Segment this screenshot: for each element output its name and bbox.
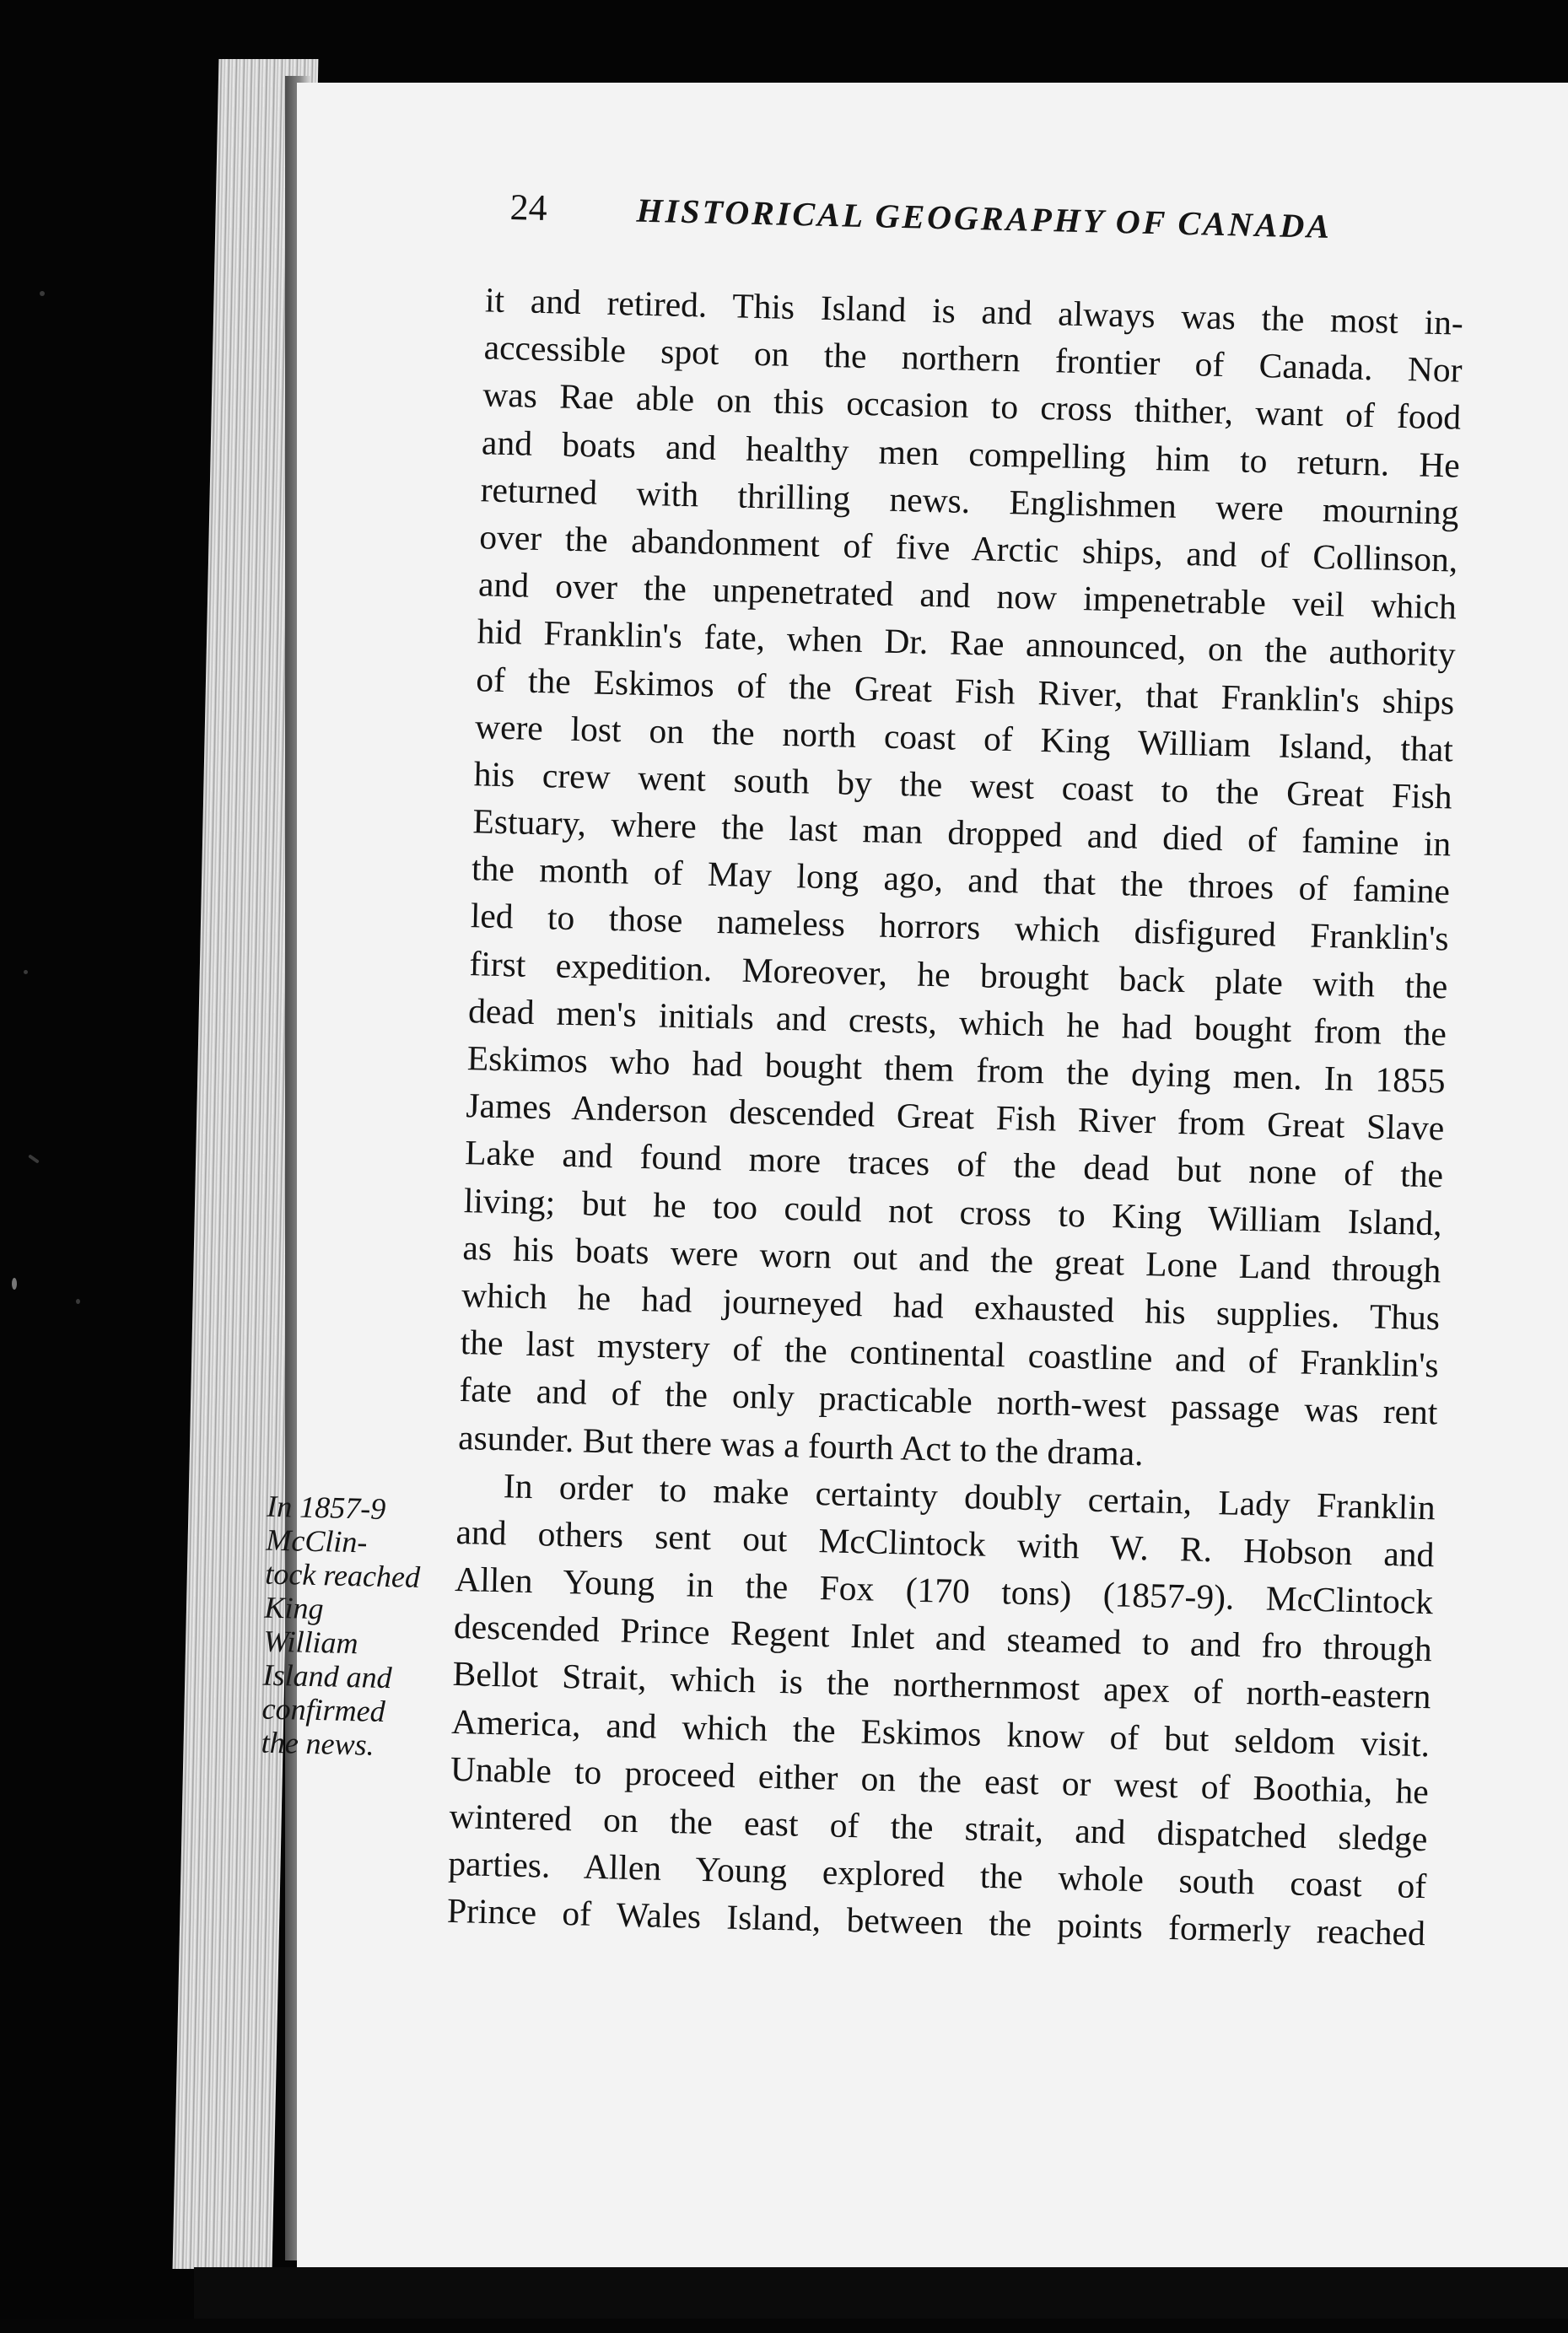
text-line: Lake and found more traces of the dead but none of the bbox=[464, 1133, 1444, 1195]
text-line: over the abandonment of five Arctic ships, and of Collinson, bbox=[478, 517, 1458, 579]
text-line: descended Prince Regent Inlet and steamed to and fro through bbox=[453, 1607, 1433, 1669]
body-text bbox=[446, 276, 1463, 1957]
text-line: and boats and healthy men compelling him to return. He bbox=[481, 422, 1461, 485]
text-line: returned with thrilling news. Englishmen were mourning bbox=[480, 470, 1460, 532]
margin-note-line: William bbox=[263, 1624, 359, 1661]
margin-note-line: the news. bbox=[261, 1725, 375, 1762]
margin-note bbox=[261, 1490, 435, 1764]
text-line: it and retired. This Island is and always was the most in- bbox=[484, 280, 1464, 342]
text-line: led to those nameless horrors which disfigured Franklin's bbox=[470, 896, 1450, 958]
text-line: his crew went south by the west coast to the Great Fish bbox=[473, 754, 1453, 816]
text-line: accessible spot on the northern frontier of Canada. Nor bbox=[483, 327, 1463, 390]
text-line: were lost on the north coast of King William Island, that bbox=[474, 706, 1454, 769]
text-line: and others sent out McClintock with W. R. Hobson and bbox=[455, 1511, 1435, 1575]
text-line: dead men's initials and crests, which he had bought from the bbox=[467, 990, 1447, 1053]
text-line: living; but he too could not cross to King William Island, bbox=[463, 1180, 1443, 1242]
margin-note-line: confirmed bbox=[261, 1691, 386, 1729]
page-number: 24 bbox=[509, 186, 548, 229]
text-line: the month of May long ago, and that the throes of famine bbox=[471, 849, 1451, 911]
text-line: Allen Young in the Fox (170 tons) (1857-9). McClintock bbox=[454, 1560, 1434, 1622]
text-line: Bellot Strait, which is the northernmost apex of north-eastern bbox=[452, 1654, 1431, 1716]
text-line: parties. Allen Young explored the whole south coast of bbox=[447, 1844, 1427, 1906]
page-header bbox=[509, 186, 1455, 267]
margin-note-line: tock reached bbox=[264, 1556, 421, 1594]
text-line: was Rae able on this occasion to cross thither, want of food bbox=[482, 374, 1462, 438]
text-line: asunder. But there was a fourth Act to the drama. bbox=[457, 1417, 1145, 1473]
margin-note-line: In 1857-9 bbox=[266, 1489, 386, 1526]
margin-note-line: King bbox=[264, 1590, 324, 1626]
margin-note-line: Island and bbox=[262, 1657, 393, 1695]
text-line: Prince of Wales Island, between the points formerly reached bbox=[446, 1891, 1426, 1953]
text-line: the last mystery of the continental coastline and of Franklin's bbox=[460, 1323, 1440, 1385]
text-line: as his boats were worn out and the great Lone Land through bbox=[462, 1227, 1441, 1290]
text-line: fate and of the only practicable north-west passage was rent bbox=[459, 1370, 1438, 1432]
text-line: America, and which the Eskimos know of but seldom visit. bbox=[450, 1701, 1431, 1764]
text-line: wintered on the east of the strait, and dispatched sledge bbox=[449, 1796, 1428, 1859]
text-line: Eskimos who had bought them from the dying men. In 1855 bbox=[466, 1038, 1447, 1101]
text-line: Estuary, where the last man dropped and died of famine in bbox=[472, 801, 1452, 864]
text-line: hid Franklin's fate, when Dr. Rae announced, on the authority bbox=[477, 612, 1457, 674]
text-line: James Anderson descended Great Fish River from Great Slave bbox=[466, 1086, 1445, 1148]
text-line: first expedition. Moreover, he brought back plate with the bbox=[469, 943, 1448, 1006]
running-head: HISTORICAL GEOGRAPHY OF CANADA bbox=[636, 191, 1333, 245]
text-line: In order to make certainty doubly certain, Lady Franklin bbox=[503, 1465, 1436, 1527]
text-line: which he had journeyed had exhausted his supplies. Thus bbox=[461, 1274, 1441, 1338]
text-line: and over the unpenetrated and now impenetrable veil which bbox=[477, 564, 1458, 627]
margin-note-line: McClin- bbox=[265, 1522, 368, 1560]
text-line: of the Eskimos of the Great Fish River, that Franklin's ships bbox=[475, 659, 1455, 722]
text-line: Unable to proceed either on the east or west of Boothia, he bbox=[450, 1748, 1430, 1812]
